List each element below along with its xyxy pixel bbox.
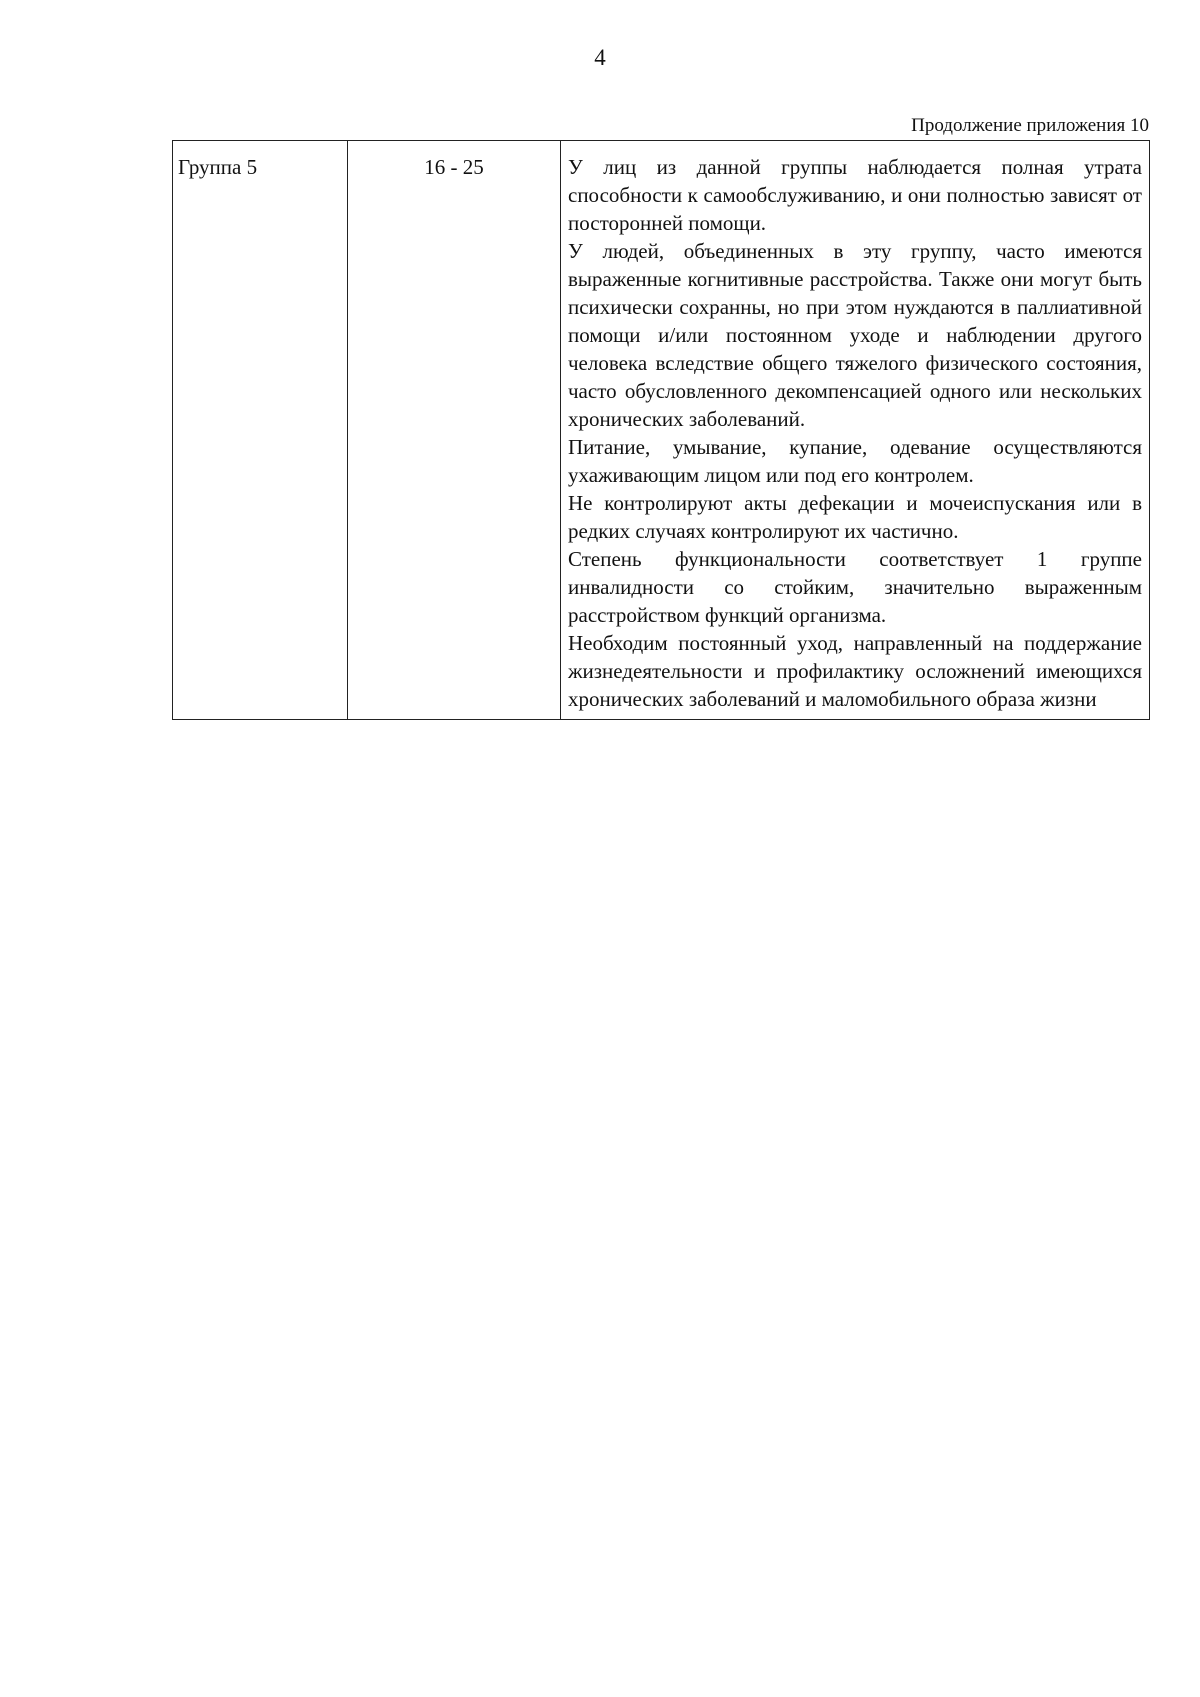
description-paragraph: У людей, объединенных в эту группу, часто имеются выраженные когнитивные расстройства. Также они могут быть психически сохранны, но при этом нуждаются в паллиативной помощи и/или постоянном уходе и наблюдении другого человека вследствие общего тяжелого физического состояния, часто обусловленного декомпенсацией одного или нескольких хронических заболеваний. [568,239,1142,431]
description-paragraph: Не контролируют акты дефекации и мочеиспускания или в редких случаях контролируют их частично. [568,491,1142,543]
score-range-cell: 16 - 25 [348,141,561,720]
page-number: 4 [594,45,606,70]
description-paragraph: Степень функциональности соответствует 1 группе инвалидности со стойким, значительно выраженным расстройством функций организма. [568,547,1142,627]
description-paragraph: Питание, умывание, купание, одевание осуществляются ухаживающим лицом или под его контролем. [568,435,1142,487]
description-cell [561,141,1150,720]
description-paragraph: У лиц из данной группы наблюдается полная утрата способности к самообслуживанию, и они полностью зависят от посторонней помощи. [568,155,1142,235]
description-paragraph: Необходим постоянный уход, направленный на поддержание жизнедеятельности и профилактику осложнений имеющихся хронических заболеваний и маломобильного образа жизни [568,631,1142,711]
table-body [173,141,1150,720]
group-cell: Группа 5 [173,141,348,720]
continuation-caption: Продолжение приложения 10 [911,115,1149,136]
appendix-table [172,140,1150,720]
table-row [173,141,1150,720]
